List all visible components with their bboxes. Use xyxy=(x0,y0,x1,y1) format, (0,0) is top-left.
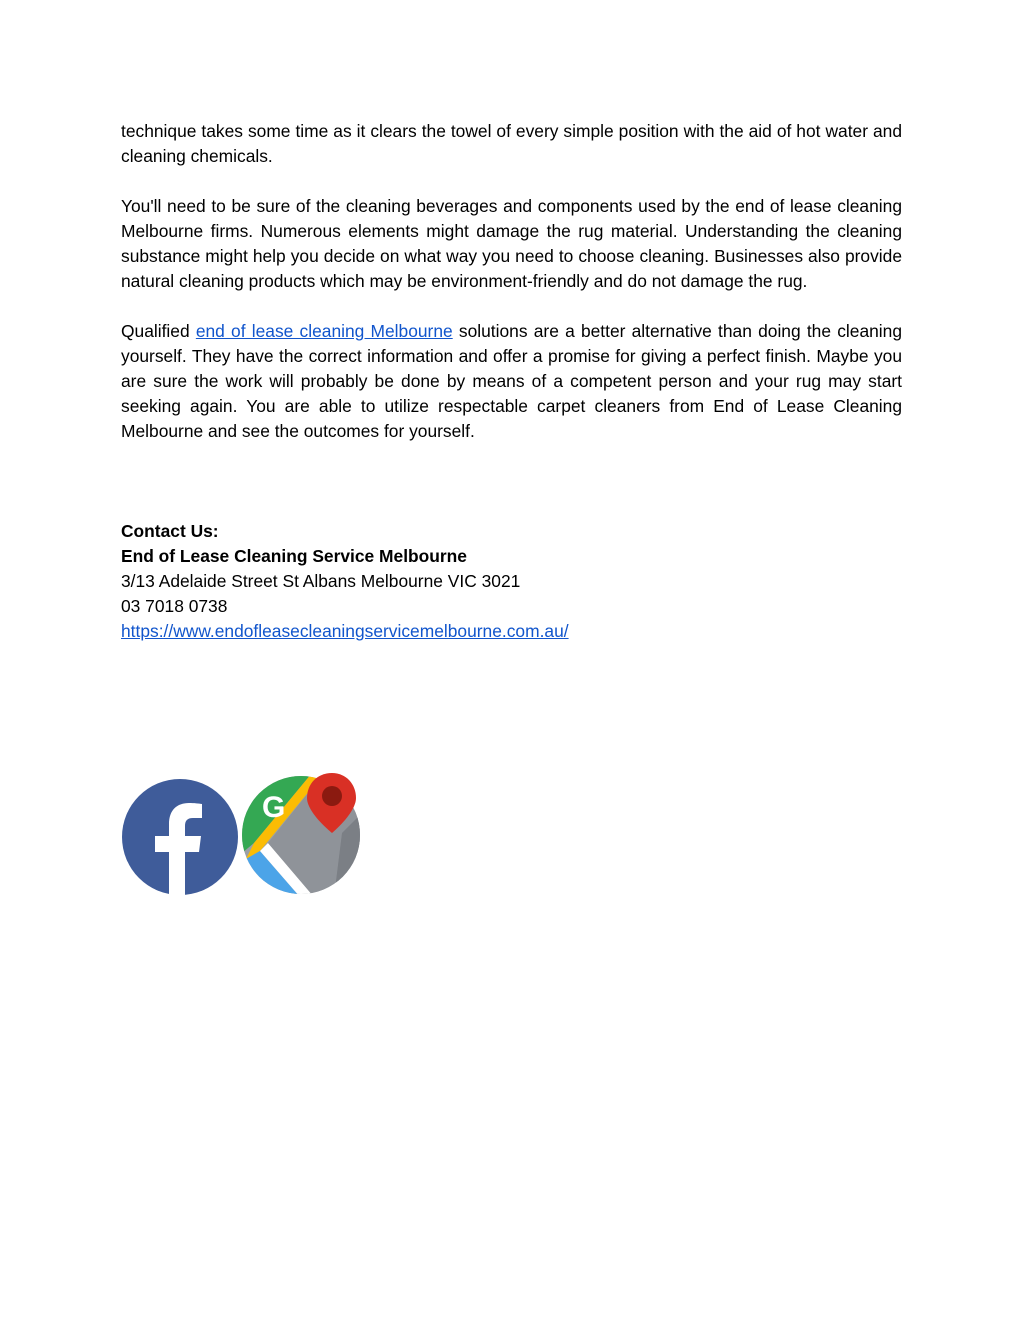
google-maps-icon[interactable] xyxy=(242,773,362,897)
business-address: 3/13 Adelaide Street St Albans Melbourne VIC 3021 xyxy=(121,571,521,591)
paragraph-technique: technique takes some time as it clears the towel of every simple position with the aid of hot water and cleaning chemicals. xyxy=(121,121,902,166)
facebook-icon[interactable] xyxy=(121,773,241,897)
section-spacer xyxy=(121,444,902,519)
business-phone: 03 7018 0738 xyxy=(121,596,228,616)
end-of-lease-cleaning-link[interactable]: end of lease cleaning Melbourne xyxy=(195,321,453,341)
website-link[interactable]: https://www.endofleasecleaningservicemelbourne.com.au/ xyxy=(121,621,569,641)
contact-block xyxy=(121,519,902,644)
svg-text:G: G xyxy=(262,791,286,824)
paragraph-cleaning-beverages: You'll need to be sure of the cleaning beverages and components used by the end of lease cleaning Melbourne firms. Numerous elements might damage the rug material. Understanding the cleaning substance might help you decide on what way you need to choose cleaning. Businesses also provide natural cleaning products which may be environment-friendly and do not damage the rug. xyxy=(121,196,902,291)
contact-heading: Contact Us: xyxy=(121,521,219,541)
social-icons xyxy=(121,773,363,897)
document-page xyxy=(121,119,902,644)
business-name: End of Lease Cleaning Service Melbourne xyxy=(121,546,467,566)
paragraph-qualified-end: solutions are a better alternative than doing the cleaning yourself. They have the correct information and offer a promise for giving a perfect finish. Maybe you are sure the work will probably be done by means of a competent person and your rug may start seeking again. You are able to utilize respectable carpet cleaners from End of Lease Cleaning Melbourne and see the outcomes for yourself. xyxy=(121,321,903,441)
paragraph-qualified-start: Qualified xyxy=(121,321,196,341)
paragraph-qualified xyxy=(121,319,902,444)
